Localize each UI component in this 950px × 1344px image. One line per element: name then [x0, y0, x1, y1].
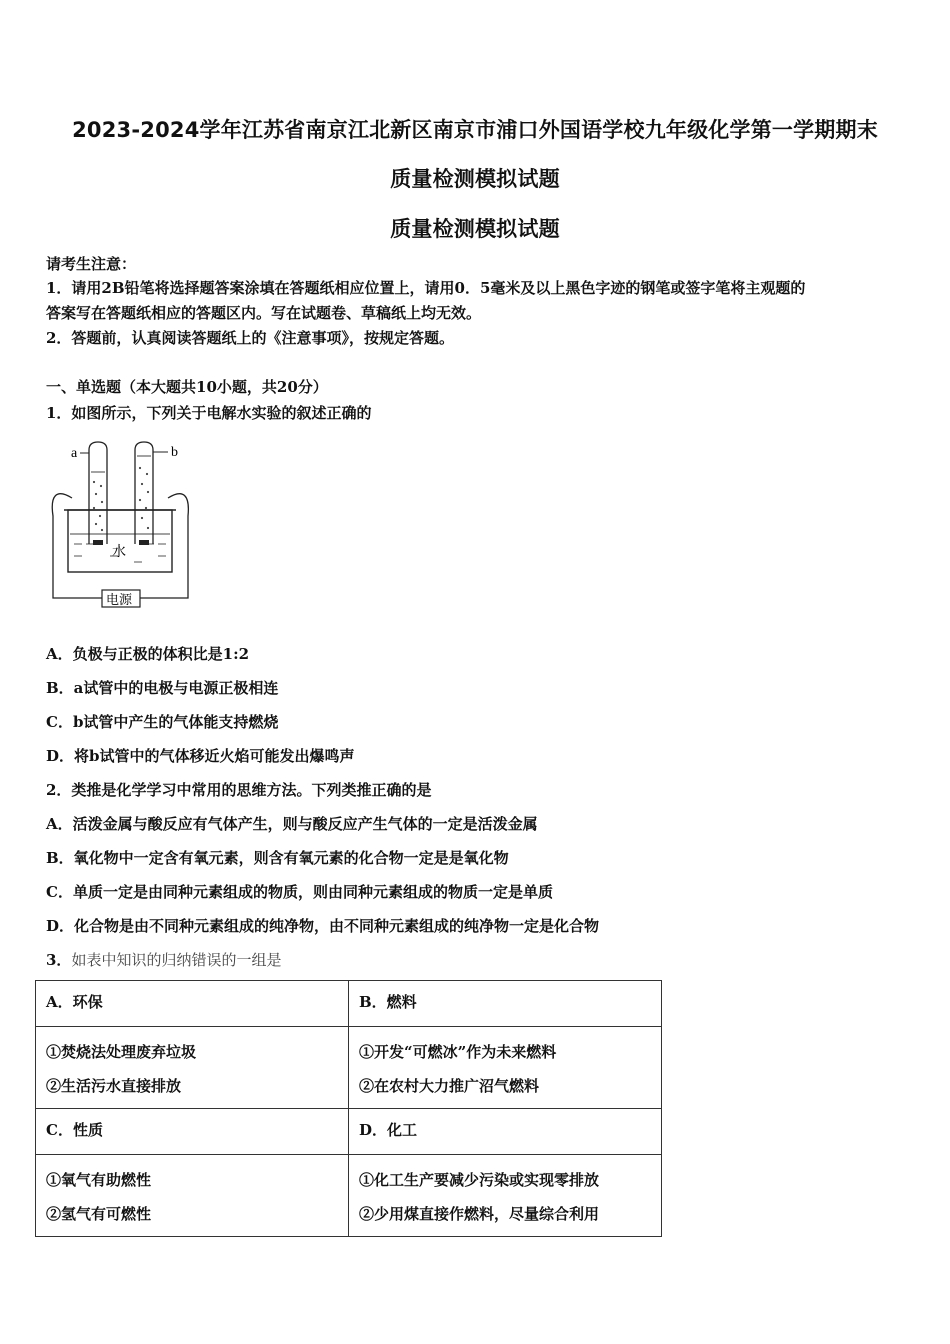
table-row: [36, 1155, 662, 1237]
cell-d-body: [349, 1155, 662, 1237]
tube-b: [135, 442, 153, 544]
notice-heading: 请考生注意：: [46, 255, 137, 273]
label-a: a: [71, 446, 78, 461]
beaker: [68, 510, 172, 572]
cell-b-item-1: ①开发“可燃冰”作为未来燃料: [359, 1043, 557, 1061]
cell-c-head: C．性质: [36, 1109, 349, 1155]
cell-a-item-2: ②生活污水直接排放: [46, 1077, 182, 1095]
q2-option-c: C．单质一定是由同种元素组成的物质，则由同种元素组成的物质一定是单质: [46, 883, 553, 901]
q1-option-d: D．将b试管中的气体移近火焰可能发出爆鸣声: [46, 747, 355, 765]
label-water: 水: [112, 544, 126, 560]
page-subtitle-repeat: 质量检测模拟试题: [390, 217, 560, 241]
notice-item-1-line-1: 1．请用2B铅笔将选择题答案涂填在答题纸相应位置上，请用0．5毫米及以上黑色字迹的钢笔或签字笔将主观题的: [46, 279, 806, 297]
q1-option-c: C．b试管中产生的气体能支持燃烧: [46, 713, 279, 731]
notice-item-2: 2．答题前，认真阅读答题纸上的《注意事项》，按规定答题。: [46, 329, 454, 347]
knowledge-table: [35, 980, 662, 1237]
section-heading: 一、单选题（本大题共10小题，共20分）: [46, 378, 328, 396]
cell-a-body: [36, 1027, 349, 1109]
q2-option-a: A．活泼金属与酸反应有气体产生，则与酸反应产生气体的一定是活泼金属: [46, 815, 538, 833]
page-title: 2023-2024学年江苏省南京江北新区南京市浦口外国语学校九年级化学第一学期期末: [72, 118, 878, 142]
table-row: [36, 1109, 662, 1155]
q2-option-d: D．化合物是由不同种元素组成的纯净物，由不同种元素组成的纯净物一定是化合物: [46, 917, 600, 935]
electrolysis-diagram: [46, 436, 196, 611]
table-row: [36, 1027, 662, 1109]
cell-b-body: [349, 1027, 662, 1109]
tube-a-bubbles: [93, 481, 103, 531]
cell-c-item-2: ②氢气有可燃性: [46, 1205, 152, 1223]
page-subtitle: 质量检测模拟试题: [390, 167, 560, 191]
q3-stem-text: 如表中知识的归纳错误的一组是: [71, 951, 282, 969]
q1-stem: 1．如图所示，下列关于电解水实验的叙述正确的: [46, 404, 372, 422]
cell-c-item-1: ①氧气有助燃性: [46, 1171, 152, 1189]
cell-b-item-2: ②在农村大力推广沼气燃料: [359, 1077, 540, 1095]
electrode-b: [139, 540, 149, 545]
cell-a-item-1: ①焚烧法处理废弃垃圾: [46, 1043, 197, 1061]
table-row: [36, 981, 662, 1027]
tube-b-bubbles: [139, 467, 149, 529]
electrode-a: [93, 540, 103, 545]
q3-stem: [46, 949, 281, 970]
cell-b-head: B．燃料: [349, 981, 662, 1027]
cell-d-item-2: ②少用煤直接作燃料，尽量综合利用: [359, 1205, 600, 1223]
cell-d-item-1: ①化工生产要减少污染或实现零排放: [359, 1171, 600, 1189]
q2-stem: 2．类推是化学学习中常用的思维方法。下列类推正确的是: [46, 781, 432, 799]
q1-option-b: B．a试管中的电极与电源正极相连: [46, 679, 279, 697]
q3-number: 3．: [46, 951, 72, 969]
cell-a-head: A．环保: [36, 981, 349, 1027]
q1-option-a: A．负极与正极的体积比是1:2: [46, 645, 250, 663]
cell-d-head: D．化工: [349, 1109, 662, 1155]
label-b: b: [171, 445, 178, 460]
q2-option-b: B．氧化物中一定含有氧元素，则含有氧元素的化合物一定是是氧化物: [46, 849, 509, 867]
notice-item-1-line-2: 答案写在答题纸相应的答题区内。写在试题卷、草稿纸上均无效。: [46, 304, 482, 322]
label-power: 电源: [106, 593, 133, 608]
tube-a: [89, 442, 107, 544]
cell-c-body: [36, 1155, 349, 1237]
